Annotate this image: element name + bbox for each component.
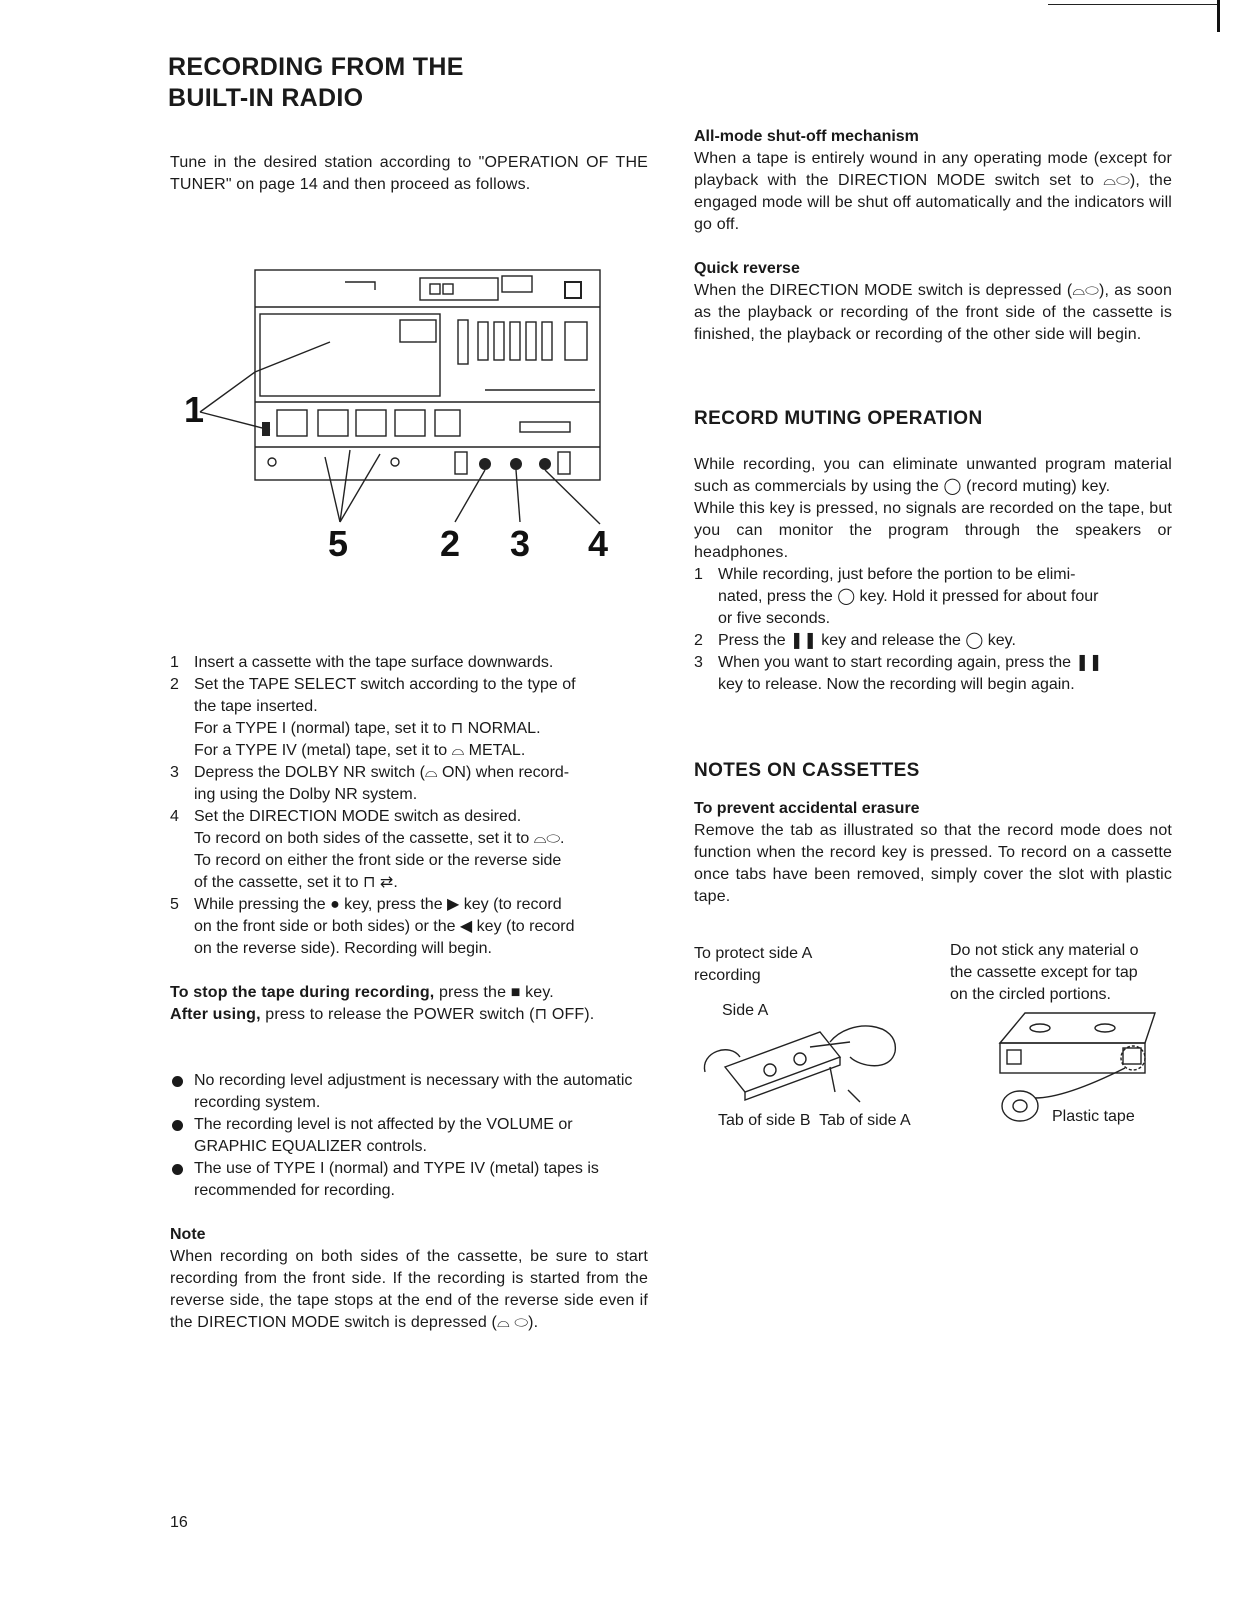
page-number: 16 — [170, 1514, 188, 1531]
step-number: 3 — [694, 654, 703, 671]
page-title — [168, 52, 464, 114]
muting-steps — [694, 564, 1172, 696]
tab-labels: Tab of side B Tab of side A — [718, 1112, 911, 1129]
step-number: 3 — [170, 764, 179, 781]
erasure-heading: To prevent accidental erasure — [694, 800, 920, 817]
step-number: 1 — [170, 654, 179, 671]
note-heading: Note — [170, 1226, 206, 1243]
step-number: 1 — [694, 566, 703, 583]
plastic-tape-label: Plastic tape — [1052, 1108, 1135, 1125]
protect-caption — [694, 943, 944, 987]
step-item — [170, 674, 648, 762]
step-item — [170, 652, 648, 674]
cassette-notes-section — [694, 760, 1172, 908]
top-rule — [1048, 4, 1218, 5]
donot-line: Do not stick any material o — [950, 942, 1139, 959]
bullet-item: No recording level adjustment is necessary with the automatic recording system. — [170, 1070, 648, 1114]
step-line: For a TYPE IV (metal) tape, set it to ⌓ METAL. — [194, 742, 526, 759]
step-item — [694, 564, 1172, 630]
step-item — [694, 652, 1172, 696]
step-line: nated, press the ◯ key. Hold it pressed for about four — [718, 588, 1099, 605]
muting-paragraph-2: While this key is pressed, no signals are recorded on the tape, but you can monitor the program through the speakers or headphones. — [694, 500, 1172, 561]
after-instruction — [170, 1004, 648, 1026]
allmode-text: When a tape is entirely wound in any operating mode (except for playback with the DIRECTION MODE switch set to ⌓⬭), the engaged mode will be shut off automatically and the indicators will go off. — [694, 150, 1172, 233]
donot-caption — [950, 940, 1220, 1006]
step-line: or five seconds. — [718, 610, 831, 627]
stop-text: press the ■ key. — [434, 984, 554, 1001]
side-a-label: Side A — [722, 1002, 769, 1019]
step-line: When you want to start recording again, press the ❚❚ — [718, 654, 1103, 671]
cassette-tab-illustration — [700, 1012, 920, 1104]
bullet-item: The recording level is not affected by the VOLUME or GRAPHIC EQUALIZER controls. — [170, 1114, 648, 1158]
note-section — [170, 1224, 648, 1334]
step-line: Set the DIRECTION MODE switch as desired. — [194, 808, 522, 825]
stop-label: To stop the tape during recording, — [170, 984, 435, 1001]
step-number: 2 — [170, 676, 179, 693]
donot-line: on the circled portions. — [950, 986, 1111, 1003]
muting-heading: RECORD MUTING OPERATION — [694, 408, 983, 429]
step-line: While recording, just before the portion to be elimi- — [718, 566, 1076, 583]
step-number: 2 — [694, 632, 703, 649]
step-line: Depress the DOLBY NR switch (⌓ ON) when record- — [194, 764, 570, 781]
cassette-notes-heading: NOTES ON CASSETTES — [694, 760, 920, 781]
bullet-list — [170, 1070, 648, 1202]
step-line: the tape inserted. — [194, 698, 318, 715]
step-number: 5 — [170, 896, 179, 913]
after-label: After using, — [170, 1006, 261, 1023]
step-line: Set the TAPE SELECT switch according to the type of — [194, 676, 576, 693]
protect-line: recording — [694, 967, 761, 984]
title-line-2: BUILT-IN RADIO — [168, 84, 364, 112]
quick-reverse-text: When the DIRECTION MODE switch is depressed (⌓⬭), as soon as the playback or recording of the front side of the cassette is finished, the playback or recording of the other side will begin. — [694, 282, 1172, 343]
quick-reverse-section — [694, 258, 1172, 346]
front-panel-diagram — [180, 262, 620, 562]
step-item — [694, 630, 1172, 652]
allmode-heading: All-mode shut-off mechanism — [694, 128, 919, 145]
erasure-text: Remove the tab as illustrated so that the record mode does not function when the record key is pressed. To record on a cassette once tabs have been removed, simply cover the slot with plastic tape. — [694, 822, 1172, 905]
step-line: To record on either the front side or the reverse side — [194, 852, 562, 869]
callout-4: 4 — [588, 523, 609, 562]
note-text: When recording on both sides of the cassette, be sure to start recording from the front side. If the recording is started from the reverse side, the tape stops at the end of the reverse side even if the DIRECTION MODE switch is depressed (⌓ ⬭). — [170, 1248, 648, 1331]
title-line-1: RECORDING FROM THE — [168, 53, 464, 81]
recording-steps — [170, 652, 648, 960]
step-line: Insert a cassette with the tape surface downwards. — [194, 654, 554, 671]
donot-line: the cassette except for tap — [950, 964, 1138, 981]
step-line: To record on both sides of the cassette, set it to ⌓⬭. — [194, 830, 565, 847]
after-text: press to release the POWER switch (⊓ OFF). — [260, 1006, 595, 1023]
stop-instruction — [170, 982, 648, 1004]
step-item — [170, 762, 648, 806]
step-line: on the reverse side). Recording will begin. — [194, 940, 492, 957]
allmode-section — [694, 126, 1172, 236]
step-line: Press the ❚❚ key and release the ◯ key. — [718, 632, 1016, 649]
step-line: of the cassette, set it to ⊓ ⇄. — [194, 874, 398, 891]
protect-line: To protect side A — [694, 945, 813, 962]
step-line: on the front side or both sides) or the ◀ key (to record — [194, 918, 575, 935]
callout-5: 5 — [328, 523, 349, 562]
muting-paragraph-1: While recording, you can eliminate unwanted program material such as commercials by using the ◯ (record muting) key. — [694, 456, 1172, 495]
panel-outline — [255, 270, 600, 480]
step-item — [170, 894, 648, 960]
top-edge-bar — [1217, 0, 1220, 32]
step-number: 4 — [170, 808, 179, 825]
quick-reverse-heading: Quick reverse — [694, 260, 800, 277]
callout-3: 3 — [510, 523, 531, 562]
step-item — [170, 806, 648, 894]
step-line: While pressing the ● key, press the ▶ key (to record — [194, 896, 562, 913]
muting-section — [694, 408, 1172, 696]
bullet-item: The use of TYPE I (normal) and TYPE IV (metal) tapes is recommended for recording. — [170, 1158, 648, 1202]
intro-paragraph: Tune in the desired station according to "OPERATION OF THE TUNER" on page 14 and then proceed as follows. — [170, 154, 648, 193]
callout-1: 1 — [184, 389, 205, 430]
step-line: For a TYPE I (normal) tape, set it to ⊓ NORMAL. — [194, 720, 541, 737]
step-line: key to release. Now the recording will begin again. — [718, 676, 1075, 693]
step-line: ing using the Dolby NR system. — [194, 786, 418, 803]
callout-2: 2 — [440, 523, 461, 562]
